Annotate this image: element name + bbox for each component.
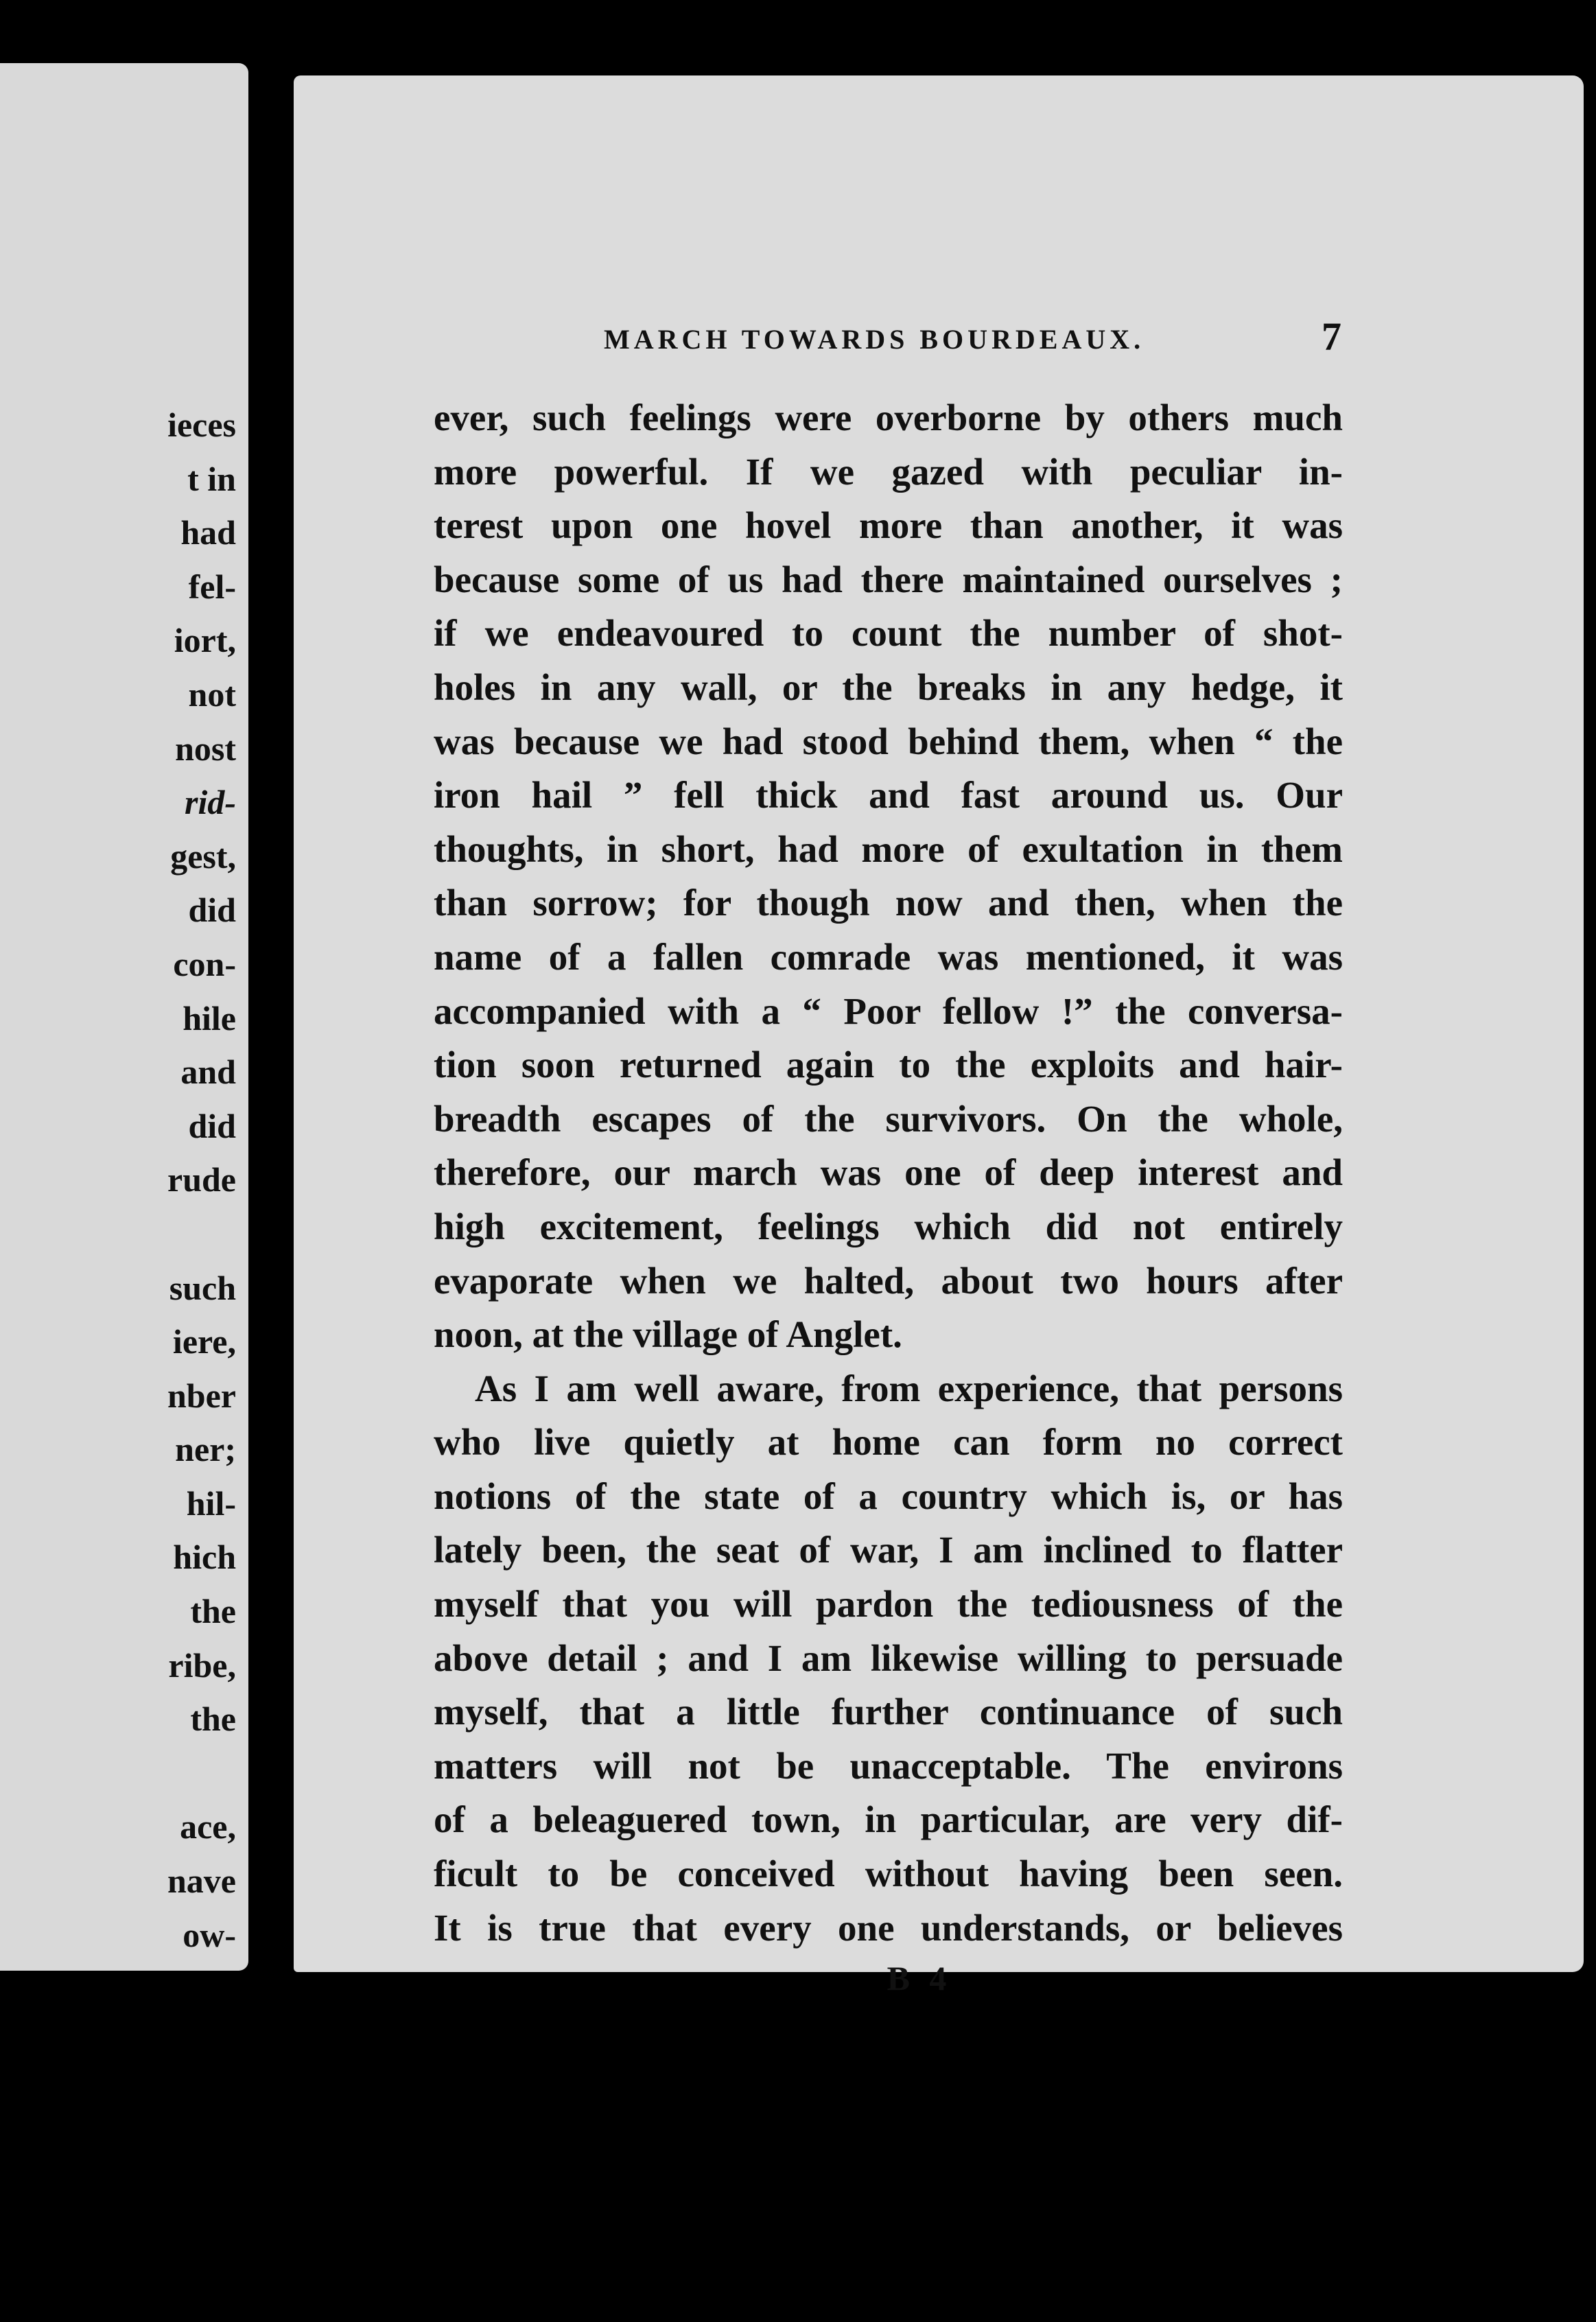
left-page-line: ieces [167,406,236,444]
page-header [294,316,1584,371]
text-line: was because we had stood behind them, when “ the [434,720,1343,762]
left-page-line: the [190,1592,236,1631]
text-line: breadth escapes of the survivors. On the whole, [434,1097,1343,1140]
page-number: 7 [1322,314,1341,359]
left-page-line: did [188,891,236,930]
left-page-line: nost [175,729,236,768]
book-page [294,75,1584,1997]
left-page-line: ow- [183,1915,236,1954]
text-line: who live quietly at home can form no correct [434,1421,1343,1464]
left-page-edge [0,63,248,1971]
left-page-line: the [190,1700,236,1739]
left-page-line: con- [173,944,236,983]
left-page-line: fel- [188,567,236,606]
left-page-line: hich [173,1538,236,1577]
left-page-line: hil- [186,1484,236,1523]
left-page-line: iere, [172,1322,236,1361]
left-page-line: hile [183,998,236,1037]
text-line: noon, at the village of Anglet. [434,1313,902,1356]
left-page-line: ribe, [168,1645,236,1685]
signature-mark: B 4 [887,1959,952,1997]
left-page-line: nave [167,1862,236,1901]
text-line: lately been, the seat of war, I am inclined to flatter [434,1529,1343,1571]
left-page-text [58,398,236,1962]
text-line: if we endeavoured to count the number of shot- [434,612,1343,655]
text-line: above detail ; and I am likewise willing to persuade [434,1637,1343,1679]
left-page-line: did [188,1106,236,1145]
running-head: MARCH TOWARDS BOURDEAUX. [604,324,1145,355]
left-page-line: iort, [174,621,236,660]
left-page-line: and [180,1053,236,1092]
body-text [434,391,1343,1955]
text-line: As I am well aware, from experience, that persons [475,1367,1343,1409]
text-line: iron hail ” fell thick and fast around us. Our [434,774,1343,817]
text-line: accompanied with a “ Poor fellow !” the conversa- [434,989,1343,1032]
left-page-line [58,1746,236,1801]
left-page-line: rude [167,1160,236,1199]
left-page-line: such [169,1268,236,1307]
text-line: tion soon returned again to the exploits and hair- [434,1044,1343,1086]
book-gutter [248,63,294,1971]
text-line: myself that you will pardon the tediousness of the [434,1583,1343,1626]
left-page-line: rid- [185,783,236,822]
left-page-line: nber [167,1376,236,1415]
text-line: notions of the state of a country which is, or has [434,1475,1343,1517]
left-page-line: ner; [175,1430,236,1469]
left-page-line: t in [187,459,236,498]
text-line: than sorrow; for though now and then, when the [434,882,1343,924]
left-page-line: gest, [170,836,236,876]
text-line: ficult to be conceived without having been seen. [434,1853,1343,1895]
left-page-line: not [188,675,236,714]
text-line: more powerful. If we gazed with peculiar in- [434,450,1343,493]
text-line: because some of us had there maintained ourselves ; [434,558,1343,600]
text-line: It is true that every one understands, or believes [434,1906,1343,1949]
text-line: matters will not be unacceptable. The environs [434,1744,1343,1787]
left-page-line: had [180,513,236,552]
left-page-line [58,1207,236,1261]
text-line: myself, that a little further continuance of such [434,1691,1343,1733]
text-line: thoughts, in short, had more of exultation in them [434,828,1343,870]
text-line: ever, such feelings were overborne by others much [434,397,1343,438]
text-line: therefore, our march was one of deep interest and [434,1151,1343,1194]
text-line: terest upon one hovel more than another, it was [434,504,1343,547]
left-page-line: ace, [180,1807,236,1846]
text-line: of a beleaguered town, in particular, are very dif- [434,1798,1343,1841]
text-line: holes in any wall, or the breaks in any hedge, it [434,666,1343,708]
text-line: evaporate when we halted, about two hours after [434,1259,1343,1302]
text-line: name of a fallen comrade was mentioned, it was [434,935,1343,978]
text-line: high excitement, feelings which did not entirely [434,1205,1343,1247]
